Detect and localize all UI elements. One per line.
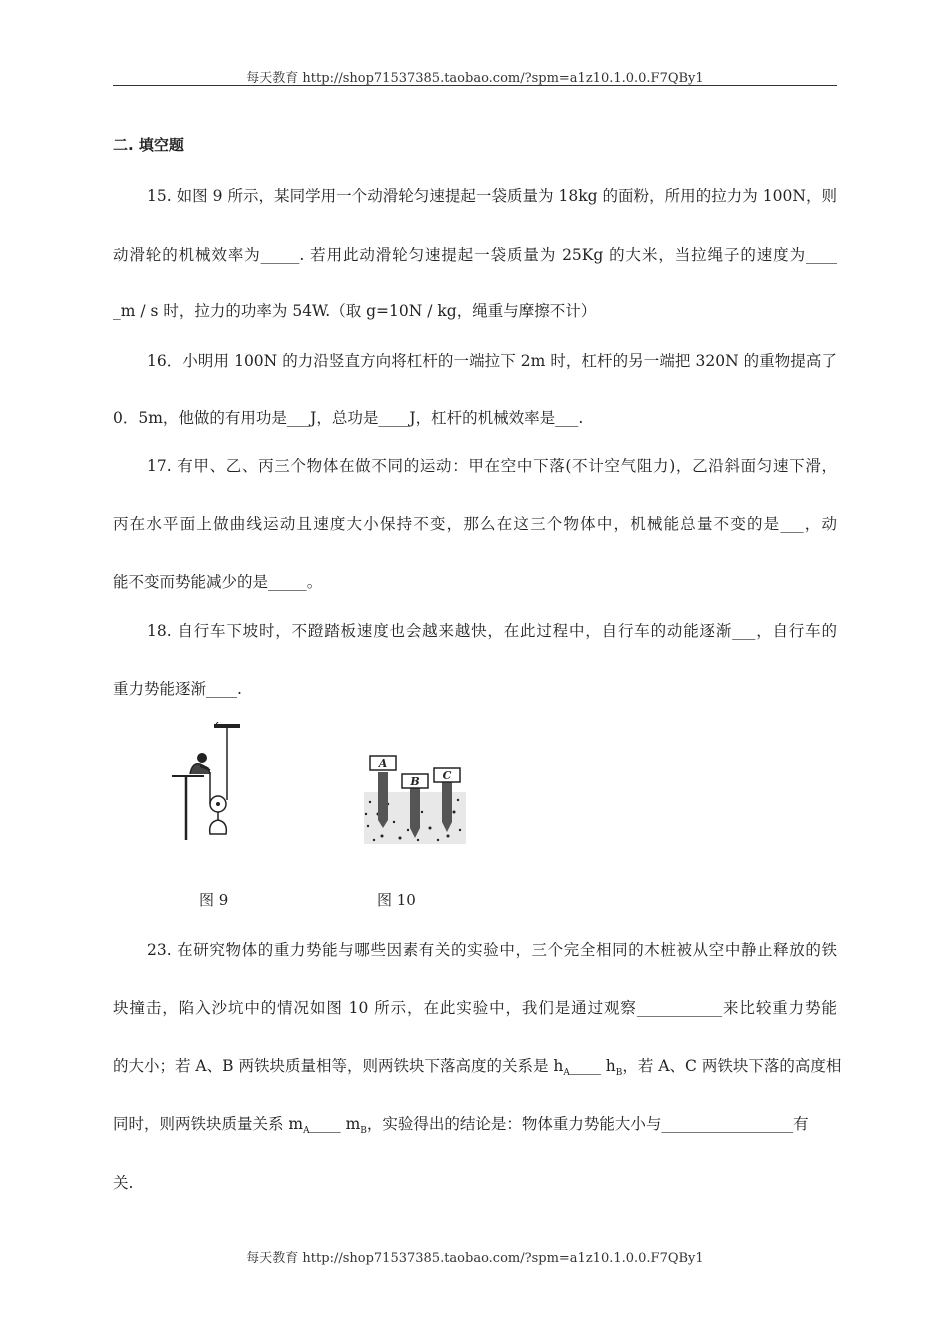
q15-line-2: 动滑轮的机械效率为_____. 若用此动滑轮匀速提起一袋质量为 25Kg 的大米，当拉绳子的速度为____ bbox=[113, 246, 837, 264]
q17-line-1: 17. 有甲、乙、丙三个物体在做不同的运动：甲在空中下落(不计空气阻力)，乙沿斜面匀速下滑， bbox=[147, 457, 837, 475]
page-footer: 每天教育 http://shop71537385.taobao.com/?spm=a1z10.1.0.0.F7QBy1 bbox=[246, 1251, 704, 1266]
figure-10-stakes-diagram bbox=[360, 752, 470, 847]
label-b: B bbox=[410, 775, 420, 788]
q23-line-4: 同时，则两铁块质量关系 $m_A\_\_\_\_$ $m_B$，实验得出的结论是：物体重力势能大小与_________________有 bbox=[113, 1115, 809, 1137]
q23-line-1: 23. 在研究物体的重力势能与哪些因素有关的实验中，三个完全相同的木桩被从空中静止释放的铁 bbox=[147, 941, 837, 959]
q23-line-3: 的大小；若 A、B 两铁块质量相等，则两铁块下落高度的关系是 $h_A\_\_\_\_$ $h_B$，若 A、C 两铁块下落的高度相 bbox=[113, 1057, 842, 1079]
q17-line-2: 丙在水平面上做曲线运动且速度大小保持不变，那么在这三个物体中，机械能总量不变的是___，动 bbox=[113, 515, 837, 533]
q15-line-3: _m / s 时，拉力的功率为 54W.（取 g=10N / kg，绳重与摩擦不计） bbox=[113, 302, 597, 320]
label-a: A bbox=[378, 757, 388, 770]
header-rule bbox=[113, 85, 837, 86]
section-title: 二. 填空题 bbox=[113, 136, 184, 154]
q17-line-3: 能不变而势能减少的是_____。 bbox=[113, 573, 323, 591]
figure-9-pulley-diagram bbox=[168, 722, 248, 842]
q18-line-1: 18. 自行车下坡时，不蹬踏板速度也会越来越快，在此过程中，自行车的动能逐渐___，自行车的 bbox=[147, 622, 837, 640]
q18-line-2: 重力势能逐渐____. bbox=[113, 680, 242, 698]
q16-line-1: 16．小明用 100N 的力沿竖直方向将杠杆的一端拉下 2m 时，杠杆的另一端把 320N 的重物提高了 bbox=[147, 352, 837, 370]
q23-line-2: 块撞击，陷入沙坑中的情况如图 10 所示，在此实验中，我们是通过观察___________来比较重力势能 bbox=[113, 999, 837, 1017]
q15-line-1: 15. 如图 9 所示，某同学用一个动滑轮匀速提起一袋质量为 18kg 的面粉，所用的拉力为 100N，则 bbox=[147, 187, 837, 205]
q23-line-5: 关. bbox=[113, 1174, 134, 1192]
figure-10-caption: 图 10 bbox=[377, 891, 416, 909]
figure-9-caption: 图 9 bbox=[199, 891, 229, 909]
label-c: C bbox=[442, 769, 452, 782]
q16-line-2: 0．5m，他做的有用功是___J，总功是____J，杠杆的机械效率是___. bbox=[113, 409, 584, 427]
page-header: 每天教育 http://shop71537385.taobao.com/?spm=a1z10.1.0.0.F7QBy1 bbox=[246, 71, 704, 86]
